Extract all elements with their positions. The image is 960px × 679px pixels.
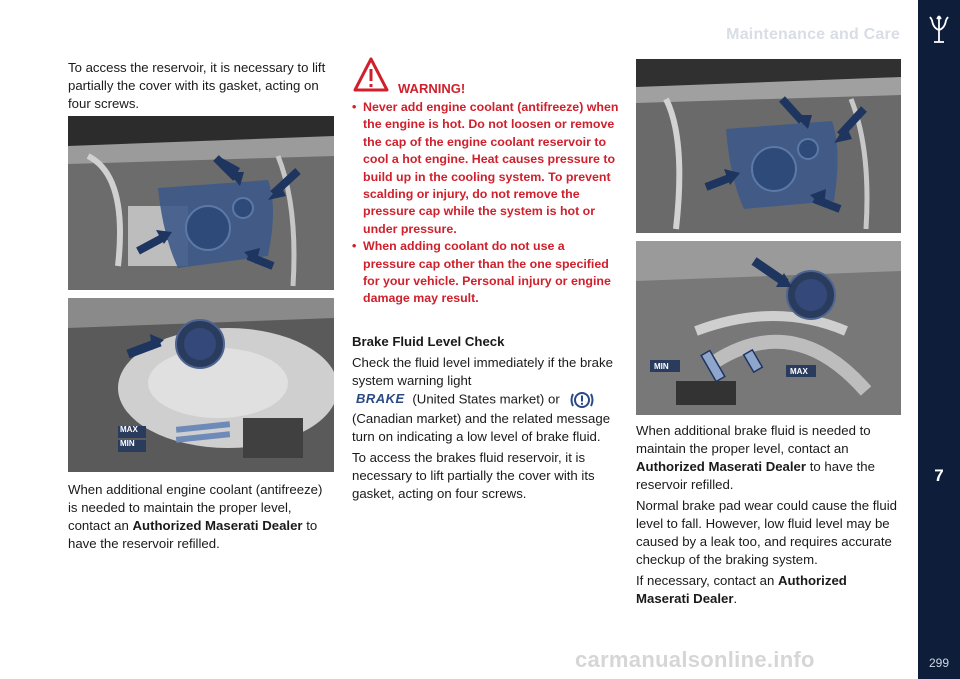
coolant-min-label: MIN	[120, 439, 135, 448]
brake-cover-photo	[636, 59, 901, 233]
chapter-number: 7	[934, 466, 944, 485]
right-p2: Normal brake pad wear could cause the fluid level to fall. However, low fluid level may be caused by a leak too, and requires accurate checkup of the braking system.	[636, 498, 897, 567]
coolant-cover-photo	[68, 116, 334, 290]
page-section-title: Maintenance and Care	[726, 26, 900, 43]
watermark-text: carmanualsonline.info	[575, 647, 815, 672]
warning-list	[352, 99, 620, 308]
left-outro-dealer: Authorized Maserati Dealer	[132, 518, 303, 533]
right-p1-dealer: Authorized Maserati Dealer	[636, 459, 807, 474]
brake-access-text: To access the brakes fluid reservoir, it is necessary to lift partially the cover with its gasket, acting on four screws.	[352, 450, 595, 501]
right-p3-pre: If necessary, contact an	[636, 573, 778, 588]
brake-fluid-heading: Brake Fluid Level Check	[352, 334, 505, 349]
right-p1-post: to have the reservoir refilled.	[636, 459, 875, 492]
right-p1-pre: When additional brake fluid is needed to maintain the proper level, contact an	[636, 423, 871, 456]
warning-triangle-icon	[353, 57, 615, 93]
left-intro-text: To access the reservoir, it is necessary to lift partially the cover with its gasket, acting on four screws.	[68, 60, 326, 111]
page-number: 299	[928, 656, 950, 670]
canadian-brake-warning-icon	[569, 390, 595, 410]
warning-item: • When adding coolant do not use a pressure cap other than the one specified for your vehicle. Personal injury or engine damage may result.	[352, 238, 620, 308]
brake-para-c: (Canadian market) and the related message turn on indicating a low level of brake fluid.	[352, 411, 611, 444]
brake-para-a: Check the fluid level immediately if the brake system warning light	[352, 355, 613, 388]
left-outro	[68, 481, 330, 556]
trident-logo-icon	[927, 14, 951, 44]
left-intro	[68, 59, 330, 116]
brake-min-label: MIN	[654, 362, 669, 371]
right-p3-dealer: Authorized Maserati Dealer	[636, 573, 847, 606]
warning-item: • Never add engine coolant (antifreeze) when the engine is hot. Do not loosen or remove the cap of the engine coolant reservoir to cool a hot engine. Heat causes pressure to build up in the cooling system. To prevent scalding or injury, do not remove the pressure cap while the system is hot or under pressure.	[352, 99, 620, 238]
right-p3-post: .	[733, 591, 738, 606]
brake-fluid-section	[352, 333, 618, 506]
coolant-reservoir-photo	[68, 298, 334, 472]
right-text	[636, 422, 902, 611]
left-outro-post: to have the reservoir refilled.	[68, 518, 318, 551]
warning-title: WARNING!	[398, 81, 466, 96]
brake-warning-light-icon: BRAKE	[356, 391, 405, 407]
brake-reservoir-photo	[636, 241, 901, 415]
chapter-side-band	[918, 0, 960, 679]
coolant-max-label: MAX	[120, 425, 138, 434]
brake-para-b: (United States market) or	[412, 391, 560, 407]
brake-max-label: MAX	[790, 367, 808, 376]
left-outro-pre: When additional engine coolant (antifreeze) is needed to maintain the proper level, contact an	[68, 482, 323, 533]
